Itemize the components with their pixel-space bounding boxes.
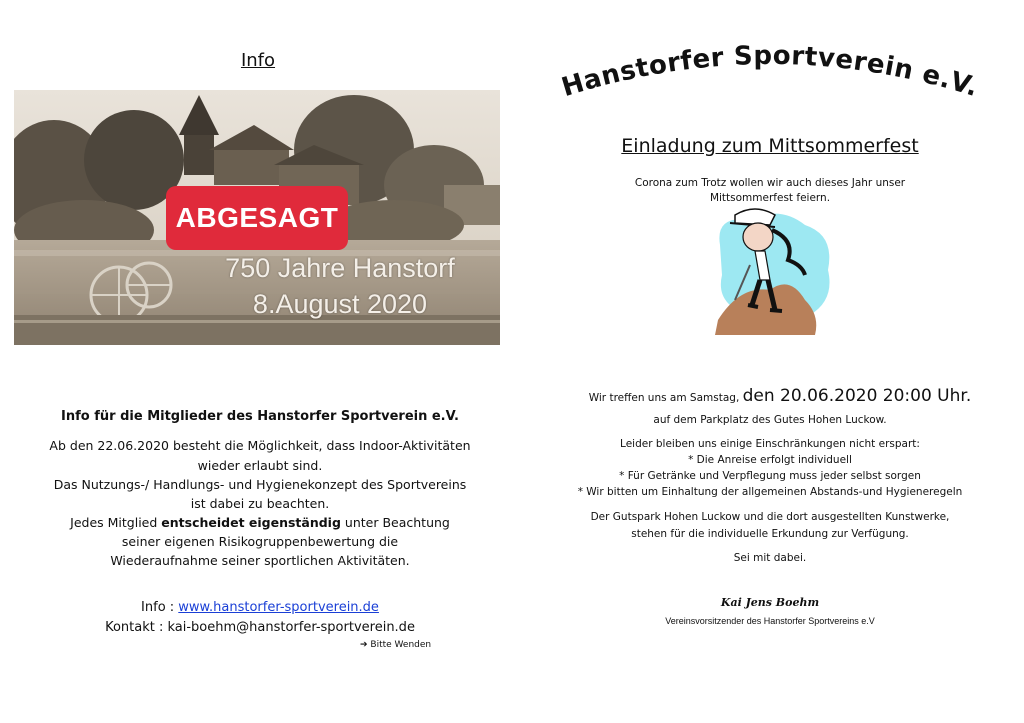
website-link[interactable]: www.hanstorfer-sportverein.de	[178, 600, 379, 615]
restriction-item: * Die Anreise erfolgt individuell	[688, 454, 852, 466]
park-line-1: Der Gutspark Hohen Luckow und die dort ausgestellten Kunstwerke,	[590, 511, 950, 523]
contact-email: Kontakt : kai-boehm@hanstorfer-sportverein.de	[105, 620, 415, 635]
members-text-line-7: Wiederaufnahme seiner sportlichen Aktivitäten.	[110, 553, 410, 568]
svg-text:Hanstorfer Sportverein e.V.	[558, 41, 982, 103]
invitation-heading: Einladung zum Mittsommerfest	[621, 135, 919, 157]
club-name-arc	[550, 40, 990, 110]
meeting-place: auf dem Parkplatz des Gutes Hohen Luckow.	[653, 414, 887, 426]
club-name-text: Hanstorfer Sportverein e.V.	[558, 40, 982, 104]
meeting-date-time: den 20.06.2020 20:00 Uhr	[742, 386, 966, 406]
arrow-right-icon: ➔	[360, 640, 368, 650]
members-text-line-1: Ab den 22.06.2020 besteht die Möglichkeit, dass Indoor-Aktivitäten	[49, 438, 471, 453]
members-text-line-2: wieder erlaubt sind.	[197, 458, 323, 473]
join-us: Sei mit dabei.	[733, 552, 807, 564]
members-info-heading: Info für die Mitglieder des Hanstorfer Sportverein e.V.	[61, 409, 459, 424]
info-label: Info :	[141, 600, 179, 615]
members-text-line-6: seiner eigenen Risikogruppenbewertung die	[121, 534, 399, 549]
turn-over-label: Bitte Wenden	[370, 640, 432, 650]
chairman-title: Vereinsvorsitzender des Hanstorfer Sportvereins e.V	[665, 616, 875, 626]
park-line-2: stehen für die individuelle Erkundung zur Verfügung.	[631, 528, 909, 540]
intro-line-1: Corona zum Trotz wollen wir auch dieses Jahr unser	[634, 177, 906, 189]
restriction-item: * Für Getränke und Verpflegung muss jeder selbst sorgen	[619, 470, 921, 482]
meeting-line	[560, 386, 1000, 406]
restriction-item: * Wir bitten um Einhaltung der allgemeinen Abstands-und Hygieneregeln	[577, 486, 963, 498]
intro-line-2: Mittsommerfest feiern.	[709, 192, 831, 204]
cancelled-badge: ABGESAGT	[166, 186, 348, 250]
restrictions-heading: Leider bleiben uns einige Einschränkungen nicht erspart:	[620, 438, 920, 450]
decide-bold: entscheidet eigenständig	[161, 515, 341, 530]
members-text-line-4: ist dabei zu beachten.	[190, 496, 330, 511]
decide-before: Jedes Mitglied	[70, 515, 162, 530]
event-date: 8.August 2020	[252, 289, 428, 319]
meeting-intro: Wir treffen uns am Samstag,	[588, 392, 743, 404]
meeting-end: .	[965, 386, 972, 406]
event-title: 750 Jahre Hanstorf	[225, 253, 455, 283]
members-text-line-3: Das Nutzungs-/ Handlungs- und Hygienekonzept des Sportvereins	[53, 477, 467, 492]
left-page-heading: Info	[240, 50, 276, 71]
decide-after: unter Beachtung	[340, 515, 450, 530]
signature: Kai Jens Boehm	[720, 596, 820, 609]
turn-over-note	[360, 640, 460, 650]
hiker-girl-illustration	[710, 205, 835, 345]
members-text-line-5	[40, 515, 480, 530]
info-line	[80, 600, 440, 615]
